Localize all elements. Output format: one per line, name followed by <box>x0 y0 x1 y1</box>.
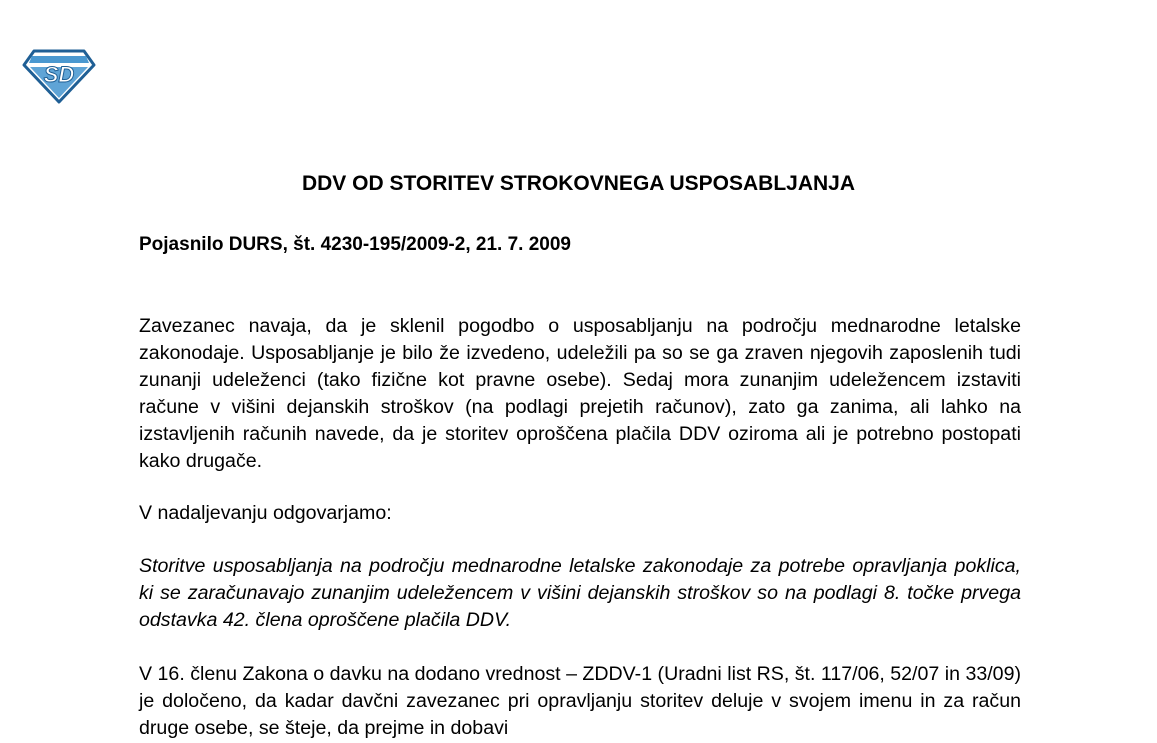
document-subtitle: Pojasnilo DURS, št. 4230-195/2009-2, 21. 7. 2009 <box>139 234 571 255</box>
company-logo <box>22 48 96 104</box>
document-title: DDV OD STORITEV STROKOVNEGA USPOSABLJANJA <box>301 172 856 195</box>
logo-emblem-icon <box>22 48 96 104</box>
logo-letters: SD <box>43 62 75 87</box>
paragraph-legal-basis: V 16. členu Zakona o davku na dodano vrednost – ZDDV-1 (Uradni list RS, št. 117/06, 52/07 in 33/09) je določeno, da kadar davčni zavezanec pri opravljanju storitev deluje v svojem imenu in za račun druge osebe, se šteje, da prejme in dobavi <box>139 663 1021 739</box>
paragraph-answer-intro: V nadaljevanju odgovarjamo: <box>139 502 392 524</box>
paragraph-question: Zavezanec navaja, da je sklenil pogodbo o usposabljanju na področju mednarodne letalske zakonodaje. Usposabljanje je bilo že izvedeno, udeležili pa so se ga zraven njegovih zaposlenih tudi zunanji udeleženci (tako fizične kot pravne osebe). Sedaj mora zunanjim udeležencem izstaviti račune v višini dejanskih stroškov (na podlagi prejetih računov), zato ga zanima, ali lahko na izstavljenih računih navede, da je storitev oproščena plačila DDV oziroma ali je potrebno postopati kako drugače. <box>139 315 1021 472</box>
paragraph-answer-summary: Storitve usposabljanja na področju mednarodne letalske zakonodaje za potrebe opravljanja poklica, ki se zaračunavajo zunanjim udeležencem v višini dejanskih stroškov so na podlagi 8. točke prvega odstavka 42. člena oproščene plačila DDV. <box>139 555 1021 631</box>
